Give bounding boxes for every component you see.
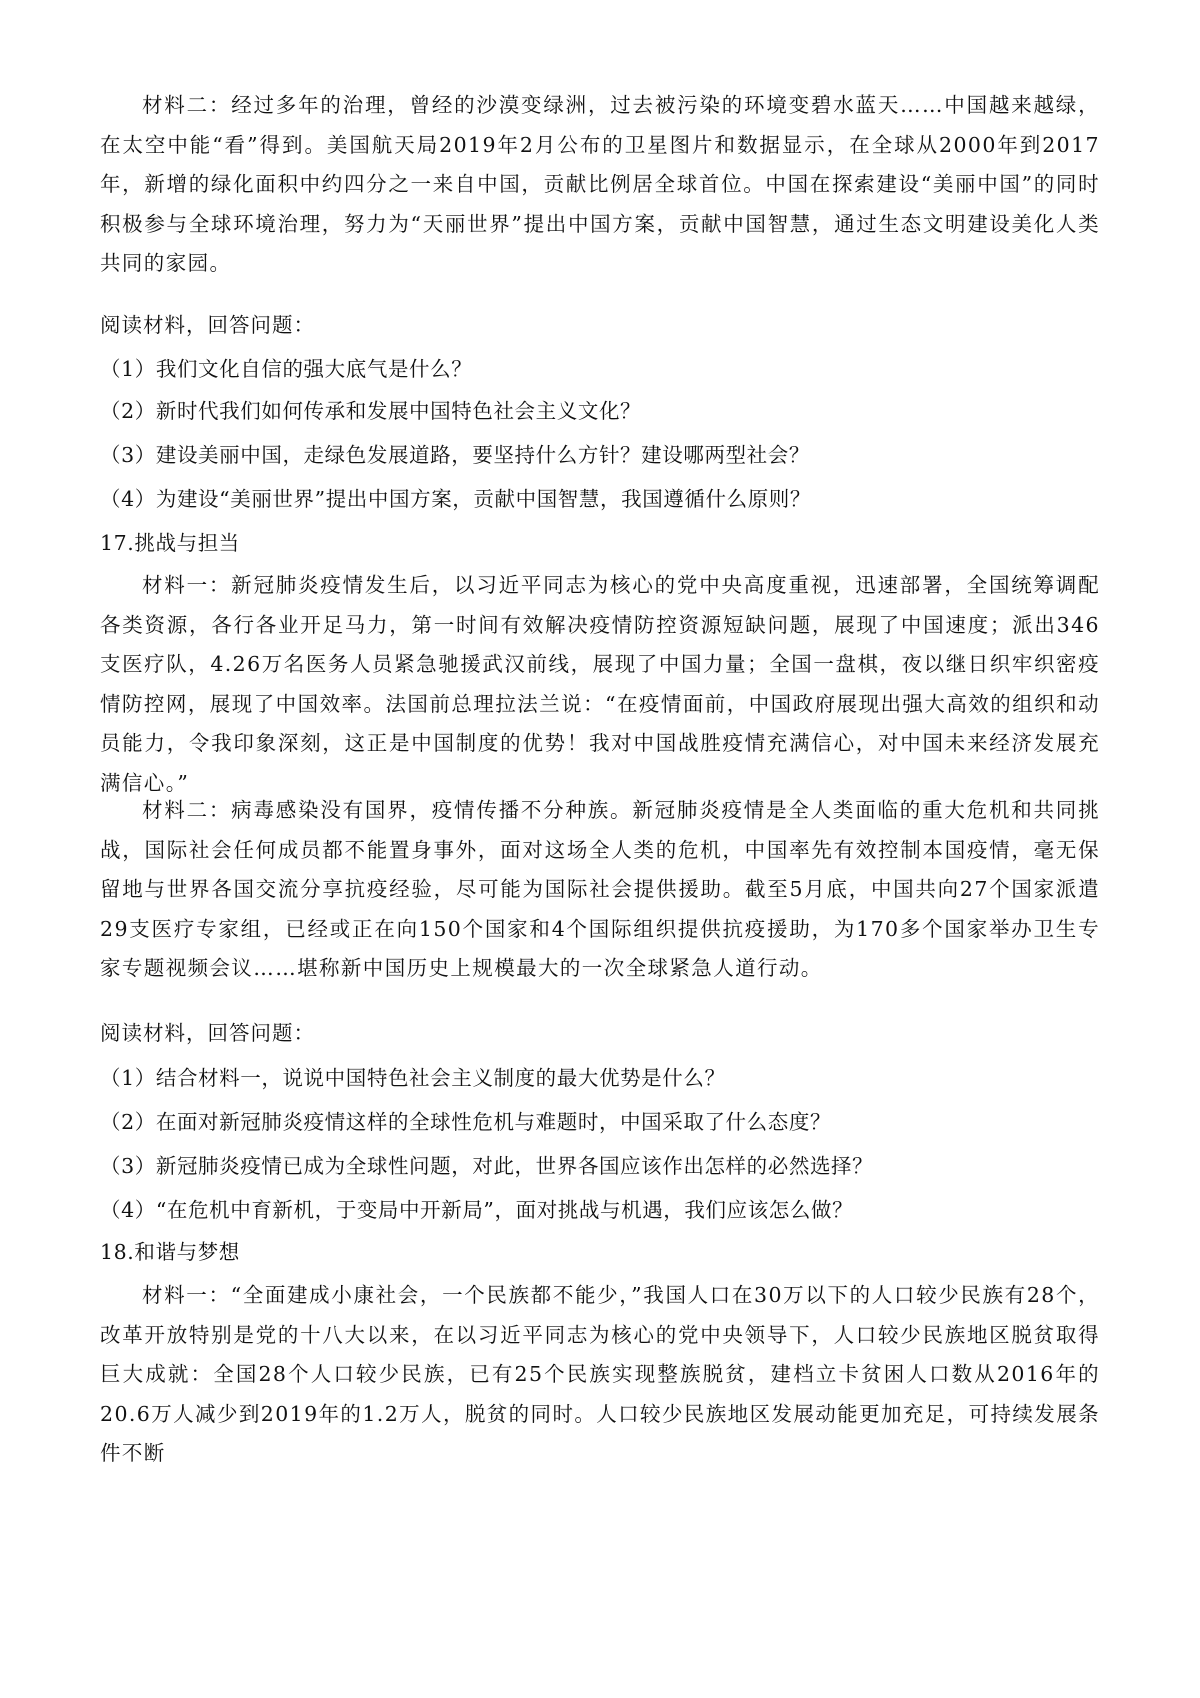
section18-material1: 材料一：“全面建成小康社会，一个民族都不能少，”我国人口在30万以下的人口较少民族有28个，改革开放特别是党的十八大以来，在以习近平同志为核心的党中央领导下，人口较少民族地区脱贫取得巨大成就：全国28个人口较少民族，已有25个民族实现整族脱贫，建档立卡贫困人口数从2016年的20.6万人减少到2019年的1.2万人，脱贫的同时。人口较少民族地区发展动能更加充足，可持续发展条件不断 bbox=[100, 1283, 1100, 1466]
section17-question-1: （1）结合材料一，说说中国特色社会主义制度的最大优势是什么？ bbox=[100, 1066, 726, 1090]
section16-question-1: （1）我们文化自信的强大底气是什么？ bbox=[100, 357, 473, 381]
section16-prompt: 阅读材料，回答问题： bbox=[100, 313, 315, 337]
section16-question-4: （4）为建设“美丽世界”提出中国方案，贡献中国智慧，我国遵循什么原则？ bbox=[100, 487, 812, 511]
section16-material2: 材料二：经过多年的治理，曾经的沙漠变绿洲，过去被污染的环境变碧水蓝天……中国越来越绿，在太空中能“看”得到。美国航天局2019年2月公布的卫星图片和数据显示，在全球从2000年到2017年，新增的绿化面积中约四分之一来自中国，贡献比例居全球首位。中国在探索建设“美丽中国”的同时积极参与全球环境治理，努力为“天丽世界”提出中国方案，贡献中国智慧，通过生态文明建设美化人类共同的家园。 bbox=[100, 93, 1100, 276]
section17-material1: 材料一：新冠肺炎疫情发生后，以习近平同志为核心的党中央高度重视，迅速部署，全国统筹调配各类资源，各行各业开足马力，第一时间有效解决疫情防控资源短缺问题，展现了中国速度；派出346支医疗队，4.26万名医务人员紧急驰援武汉前线，展现了中国力量；全国一盘棋，夜以继日织牢织密疫情防控网，展现了中国效率。法国前总理拉法兰说：“在疫情面前，中国政府展现出强大高效的组织和动员能力，令我印象深刻，这正是中国制度的优势！我对中国战胜疫情充满信心，对中国未来经济发展充满信心。” bbox=[100, 573, 1100, 795]
section17-heading: 17.挑战与担当 bbox=[100, 531, 240, 555]
section17-question-4: （4）“在危机中育新机，于变局中开新局”，面对挑战与机遇，我们应该怎么做？ bbox=[100, 1198, 854, 1222]
section17-question-2: （2）在面对新冠肺炎疫情这样的全球性危机与难题时，中国采取了什么态度？ bbox=[100, 1110, 832, 1134]
section17-question-3: （3）新冠肺炎疫情已成为全球性问题，对此，世界各国应该作出怎样的必然选择？ bbox=[100, 1154, 874, 1178]
section16-question-2: （2）新时代我们如何传承和发展中国特色社会主义文化？ bbox=[100, 399, 642, 423]
section17-prompt: 阅读材料，回答问题： bbox=[100, 1021, 315, 1045]
section17-material2: 材料二：病毒感染没有国界，疫情传播不分种族。新冠肺炎疫情是全人类面临的重大危机和共同挑战，国际社会任何成员都不能置身事外，面对这场全人类的危机，中国率先有效控制本国疫情，毫无保留地与世界各国交流分享抗疫经验，尽可能为国际社会提供援助。截至5月底，中国共向27个国家派遣29支医疗专家组，已经或正在向150个国家和4个国际组织提供抗疫援助，为170多个国家举办卫生专家专题视频会议……堪称新中国历史上规模最大的一次全球紧急人道行动。 bbox=[100, 798, 1100, 981]
section18-heading: 18.和谐与梦想 bbox=[100, 1240, 240, 1264]
section16-question-3: （3）建设美丽中国，走绿色发展道路，要坚持什么方针？建设哪两型社会？ bbox=[100, 443, 810, 467]
